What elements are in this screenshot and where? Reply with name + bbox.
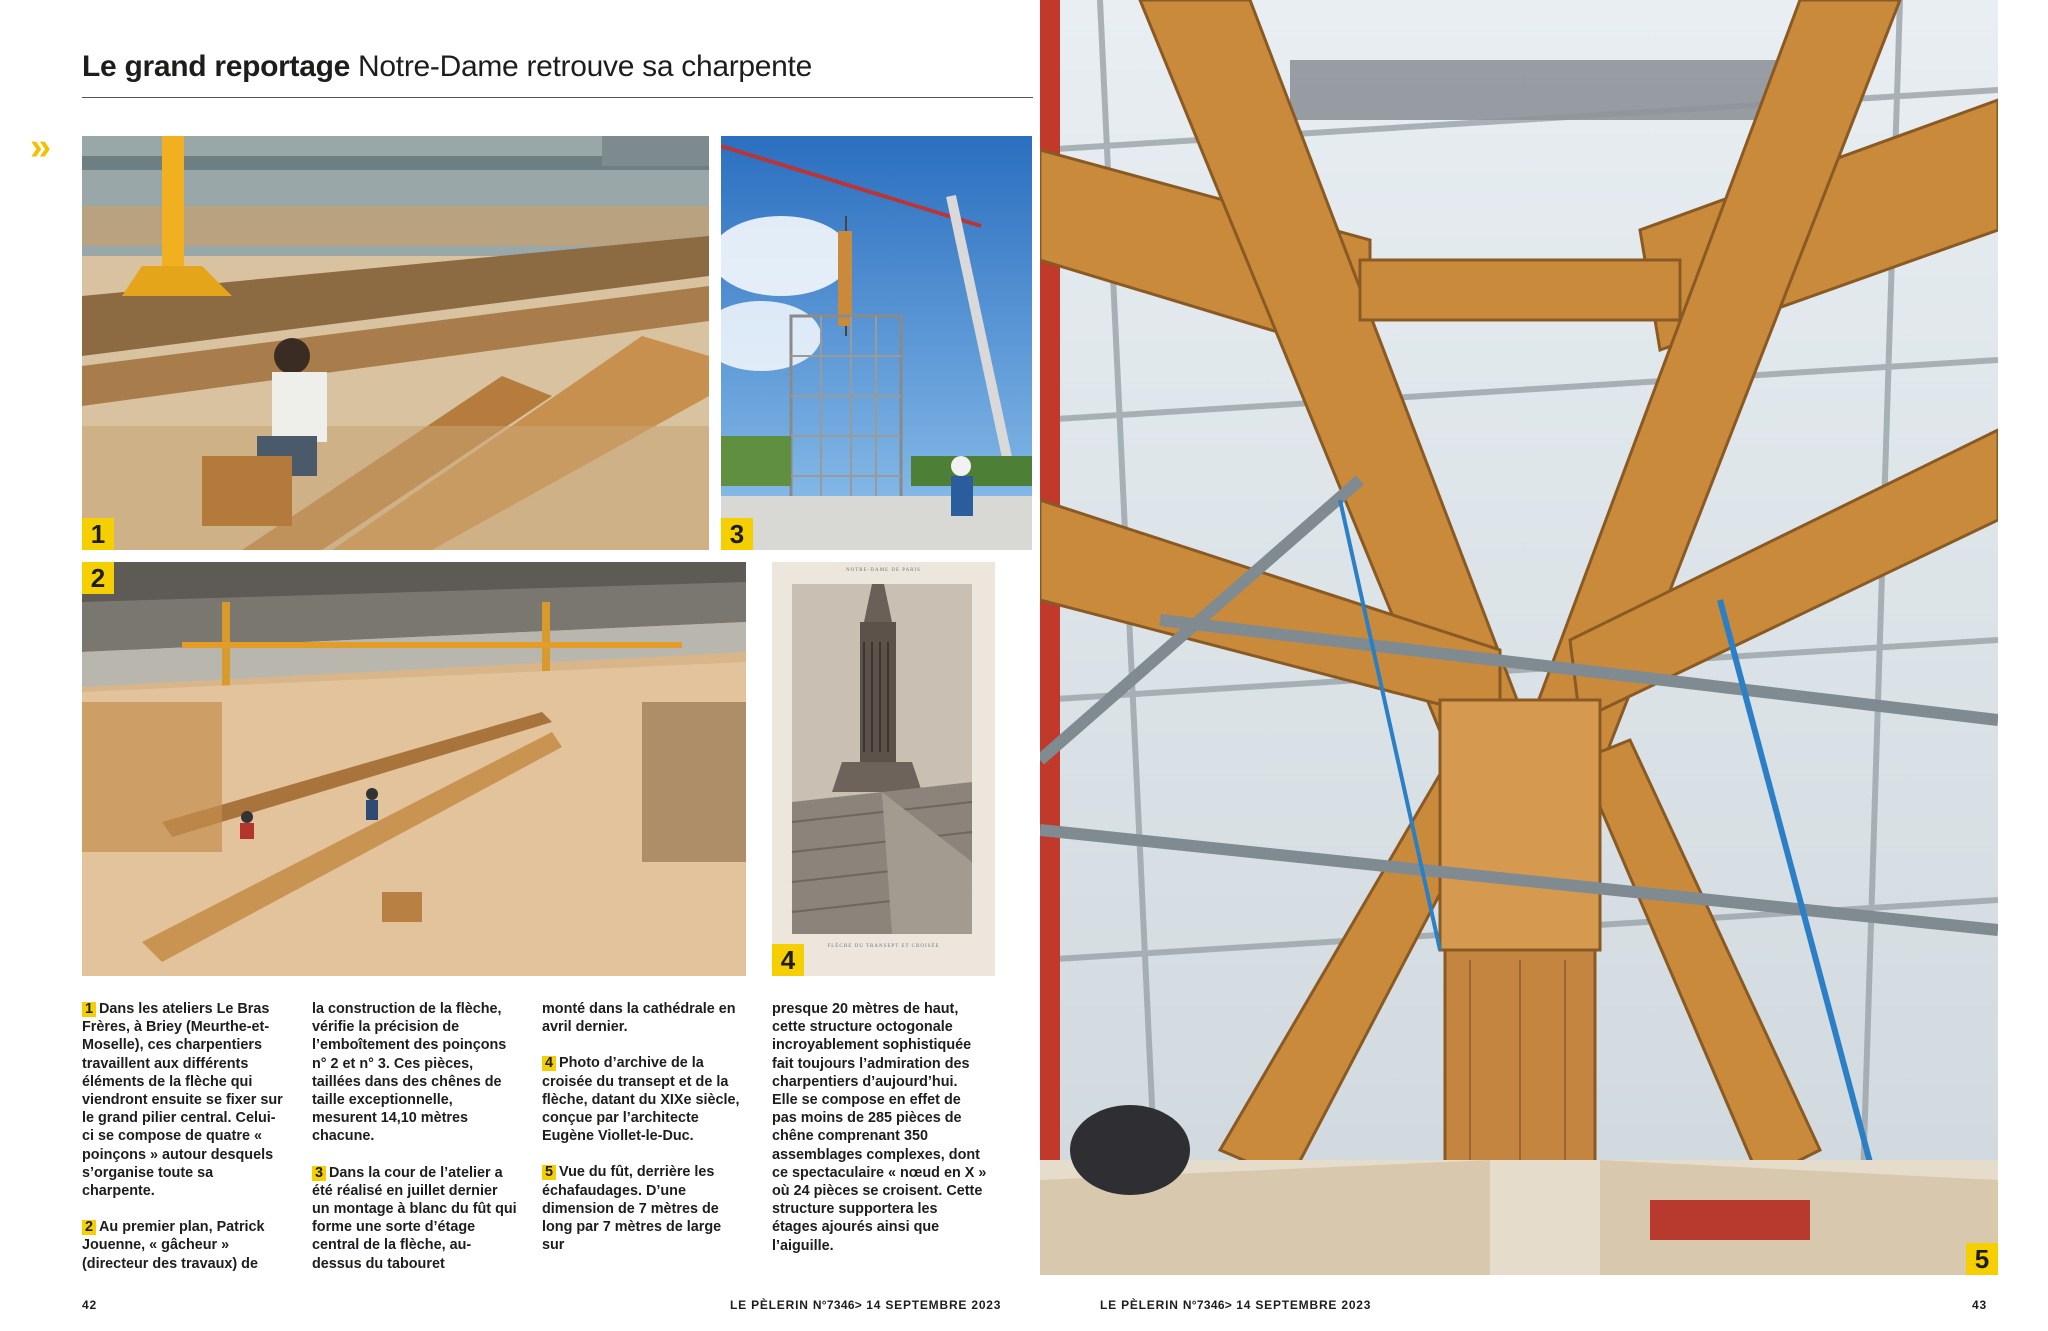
caption-4 — [542, 1054, 742, 1145]
caption-number: 1 — [82, 1002, 96, 1017]
page-number-right: 43 — [1972, 1298, 1987, 1312]
photo-5-badge: 5 — [1966, 1243, 1998, 1275]
caption-text: Dans les ateliers Le Bras Frères, à Briey (Meurthe-et-Moselle), ces charpentiers travaillent aux différents éléments de la flèche qui viendront ensuite se fixer sur le grand pilier central. Celui-ci se compose de quatre « poinçons » autour desquels s’organise toute sa charpente. — [82, 1001, 283, 1200]
caption-2 — [82, 1218, 287, 1273]
headline: Notre-Dame retrouve sa charpente — [358, 50, 812, 83]
photo-2-hall — [82, 562, 746, 976]
section-kicker: Le grand reportage — [82, 50, 350, 83]
caption-column-2 — [312, 1000, 517, 1291]
issue-date: 14 SEPTEMBRE 2023 — [866, 1298, 1002, 1312]
caption-number: 3 — [312, 1166, 326, 1181]
title-rule — [82, 97, 1033, 98]
magazine-name: LE PÈLERIN — [1100, 1298, 1179, 1312]
chevron-icon: » — [30, 126, 40, 168]
photo-1-workshop — [82, 136, 709, 550]
caption-text: Vue du fût, derrière les échafaudages. D’une dimension de 7 mètres de long par 7 mètres de large sur — [542, 1164, 722, 1254]
photo-3-crane — [721, 136, 1032, 550]
caption-3-cont — [542, 1000, 742, 1036]
folio-right — [1100, 1298, 1371, 1312]
caption-1 — [82, 1000, 287, 1200]
photo-4-badge: 4 — [772, 944, 804, 976]
caption-column-1 — [82, 1000, 287, 1291]
photo-5-timber-frame — [1040, 0, 1998, 1275]
caption-text: Au premier plan, Patrick Jouenne, « gâcheur » (directeur des travaux) de — [82, 1219, 265, 1272]
caption-5-cont — [772, 1000, 987, 1255]
photo-3-badge: 3 — [721, 518, 753, 550]
issue-date: 14 SEPTEMBRE 2023 — [1236, 1298, 1372, 1312]
photo-2-badge: 2 — [82, 562, 114, 594]
caption-column-3 — [542, 1000, 742, 1272]
caption-3 — [312, 1164, 517, 1273]
magazine-name: LE PÈLERIN — [730, 1298, 809, 1312]
issue-number: N°7346> — [812, 1298, 863, 1312]
caption-text: Dans la cour de l’atelier a été réalisé en juillet dernier un montage à blanc du fût qui forme une sorte d’étage central de la flèche, au-dessus du tabouret — [312, 1164, 517, 1272]
page-title — [82, 50, 812, 84]
caption-number: 4 — [542, 1056, 556, 1071]
photo-1-badge: 1 — [82, 518, 114, 550]
folio-left — [730, 1298, 1001, 1312]
caption-5 — [542, 1163, 742, 1254]
archive-top-caption: NOTRE-DAME DE PARIS — [846, 568, 921, 573]
caption-text: la construction de la flèche, vérifie la précision de l’emboîtement des poinçons n° 2 et n° 3. Ces pièces, taillées dans des chênes de taille exceptionnelle, mesurent 14,10 mètres chacune. — [312, 1001, 507, 1145]
photo-4-archive — [772, 562, 995, 976]
issue-number: N°7346> — [1182, 1298, 1233, 1312]
caption-number: 5 — [542, 1165, 556, 1180]
caption-column-4 — [772, 1000, 987, 1273]
page-number-left: 42 — [82, 1298, 97, 1312]
caption-number: 2 — [82, 1220, 96, 1235]
caption-2-cont — [312, 1000, 517, 1146]
caption-text: monté dans la cathédrale en avril dernier. — [542, 1001, 736, 1036]
caption-text: presque 20 mètres de haut, cette structure octogonale incroyablement sophistiquée fait toujours l’admiration des charpentiers d’aujourd’hui. Elle se compose en effet de pas moins de 285 pièces de chêne comprenant 350 assemblages complexes, dont ce spectaculaire « nœud en X » où 24 pièces se croisent. Cette structure supportera les étages ajourés ainsi que l’aiguille. — [772, 1001, 987, 1254]
caption-text: Photo d’archive de la croisée du transept et de la flèche, datant du XIXe siècle, conçue par l’architecte Eugène Viollet-le-Duc. — [542, 1055, 740, 1145]
archive-bottom-caption: FLÈCHE DU TRANSEPT ET CROISÉE — [827, 944, 940, 949]
